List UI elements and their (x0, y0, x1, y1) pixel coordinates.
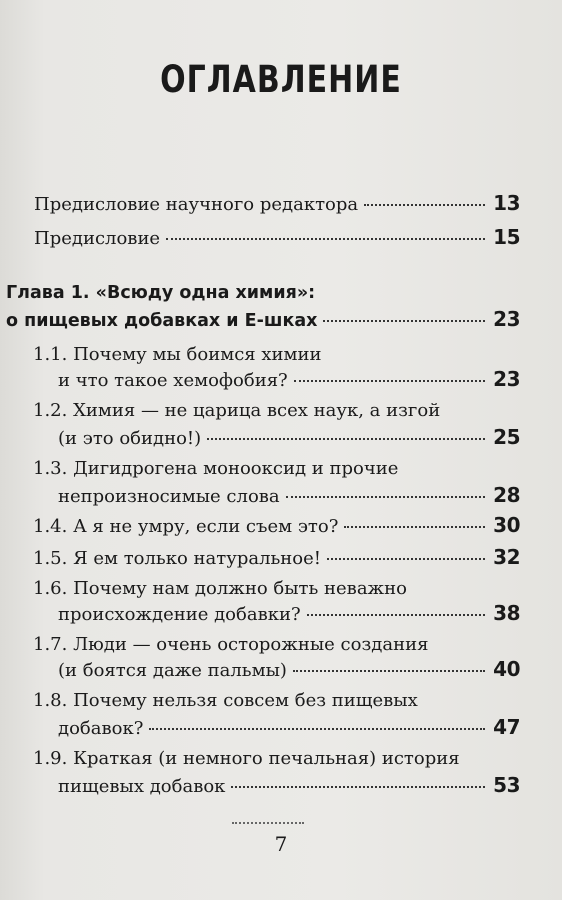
toc-page-number: 32 (493, 545, 520, 569)
section-title-line2: происхождение добавки? (58, 604, 301, 625)
toc-entry-label: Предисловие научного редактора (34, 194, 359, 215)
section-title-line2: (и боятся даже пальмы) (58, 660, 287, 681)
toc-page-number: 13 (493, 191, 520, 215)
section-title-line2: пищевых добавок (58, 776, 226, 797)
footer-divider (232, 822, 304, 824)
leader-dots (364, 203, 485, 206)
section-title-line2: и что такое хемофобия? (58, 370, 288, 391)
section-title-line1: 1.3. Дигидрогена монооксид и прочие (33, 458, 399, 479)
toc-page-number: 23 (493, 307, 520, 331)
toc-page-number: 28 (493, 483, 520, 507)
leader-dots (166, 237, 485, 240)
toc-page-number: 40 (493, 657, 520, 681)
section-title-line2: (и это обидно!) (58, 428, 202, 449)
toc-entry-label: Предисловие (34, 228, 161, 249)
leader-dots (293, 669, 485, 672)
leader-dots (344, 525, 485, 528)
leader-dots (307, 613, 486, 616)
leader-dots (231, 785, 485, 788)
chapter-title-line1: Глава 1. «Всюду одна химия»: (6, 283, 316, 303)
leader-dots (207, 437, 485, 440)
toc-page-number: 53 (493, 773, 520, 797)
section-title-line2: непроизносимые слова (58, 486, 280, 507)
leader-dots (323, 319, 485, 322)
section-title-line1: 1.4. А я не умру, если съем это? (33, 516, 339, 537)
chapter-title-line2: о пищевых добавках и Е-шках (6, 311, 318, 331)
toc-page-number: 25 (493, 425, 520, 449)
page-title: ОГЛАВЛЕНИЕ (160, 58, 402, 102)
section-title-line1: 1.1. Почему мы боимся химии (33, 344, 322, 365)
toc-page-number: 23 (493, 367, 520, 391)
leader-dots (286, 495, 486, 498)
section-title-line1: 1.2. Химия — не царица всех наук, а изгой (33, 400, 441, 421)
section-title-line1: 1.9. Краткая (и немного печальная) история (33, 748, 460, 769)
toc-page-number: 15 (493, 225, 520, 249)
leader-dots (294, 379, 485, 382)
section-title-line1: 1.6. Почему нам должно быть неважно (33, 578, 407, 599)
toc-page-number: 38 (493, 601, 520, 625)
toc-page-number: 47 (493, 715, 520, 739)
section-title-line1: 1.7. Люди — очень осторожные создания (33, 634, 429, 655)
section-title-line1: 1.8. Почему нельзя совсем без пищевых (33, 690, 418, 711)
leader-dots (149, 727, 485, 730)
footer-page-number: 7 (274, 832, 288, 856)
toc-page-number: 30 (493, 513, 520, 537)
section-title-line2: добавок? (58, 718, 144, 739)
section-title-line1: 1.5. Я ем только натуральное! (33, 548, 322, 569)
leader-dots (327, 557, 485, 560)
